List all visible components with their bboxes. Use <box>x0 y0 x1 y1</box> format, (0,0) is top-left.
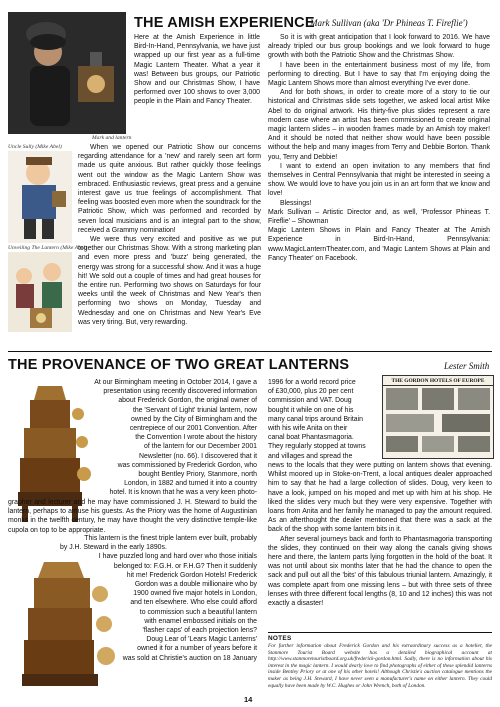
amish-paragraph: So it is with great anticipation that I look forward to 2016. We have already tripled our bus group bookings and we look forward to huge growth with both the Patriotic Show and the Christmas Show. <box>268 34 490 60</box>
text-line: was sold at Christie's auction on 18 January <box>122 654 257 662</box>
notes-heading: NOTES <box>268 635 292 642</box>
provenance-section-title: THE PROVENANCE OF TWO GREAT LANTERNS <box>8 357 350 373</box>
provenance-byline: Lester Smith <box>444 361 490 371</box>
text-line: centrepiece of our 2001 Convention. After <box>129 425 257 433</box>
text-line: bought Bentley Priory, Stanmore, north <box>138 471 257 479</box>
text-line: with his wife Anita on their <box>268 425 348 433</box>
provenance-col2-rest <box>268 461 492 608</box>
amish-paragraph: Magic Lantern Shows in Plain and Fancy Theater at The Amish Experience in Bird-In-Hand, Pennsylvania: www.MagicLanternTheater.com, and 'Magic Lantern Shows at Plain and Fancy Theater' on Facebook. <box>268 227 490 262</box>
text-line: canal boat Phantasmagoria. <box>268 434 354 442</box>
text-line: bought it while on one of his <box>268 406 354 414</box>
photo-mark-and-lantern <box>8 12 126 134</box>
section-divider <box>8 351 492 352</box>
text-line: about Frederick Gordon, the original owner of <box>118 397 257 405</box>
text-line: London, in 1882 and turned it into a country <box>124 480 257 488</box>
caption-uncle-sully: Uncle Sully (Mike Abel) <box>8 144 62 150</box>
text-line: hit me! Frederick Gordon Hotels! Frederick <box>126 571 257 579</box>
provenance-col1-b <box>60 534 257 663</box>
gordon-hotels-advert <box>382 375 494 459</box>
illustration-unveiling-lantern <box>8 252 72 332</box>
amish-paragraph: And for both shows, in order to create more of a story to tie our historical and Christmas slide sets together, we asked local artist Mike Abel to do original artwork. His thirty-five plus slides represent a rare modern case where an artist has been commissioned to create original magic lantern slides – in wooden frames made by an Amish toy maker! And it should be noted that neither show would have been possible without the help and many images from Terry and Debbie Borton. Thank you, Terry and Debbie! <box>268 89 490 161</box>
amish-paragraph: We were thus very excited and positive as we put together our Christmas Show. With a strong marketing plan and even more press and 'buzz' being generated, the energy was strong for a successful show. And it was a huge hit! We sold out a couple of times and had great houses for the entire run. Performing two shows on Saturdays for four weeks until the week of Christmas and New Year's then performing two shows on Monday, Tuesday and Wednesday and one on Christmas and New Year's Eve was very tiring. But, very rewarding. <box>78 236 261 326</box>
advert-hotel-images <box>383 386 493 456</box>
caption-mark-and-lantern: Mark and lantern <box>92 135 132 141</box>
text-line: the Convention I wrote about the history <box>135 434 257 442</box>
advert-heading: THE GORDON HOTELS OF EUROPE <box>383 376 493 386</box>
text-line: and ten elsewhere. Who else could afford <box>130 599 257 607</box>
page-number: 14 <box>244 695 253 704</box>
amish-col1-rest <box>78 143 261 343</box>
provenance-paragraph: After several journeys back and forth to Phantasmagoria transporting the slides, they continued on their way along the canals giving shows here and there, the lantern parts lying forgotten in the hold of the boat. It was not until about six months later that he had the chance to open the sack and pull out all the 'bits' of this fabulous triunial lantern. Amazingly, it was complete apart from one missing lens – but with three sets of three lenses with three different focal lengths (8, 10 and 12 inches) this was not exactly a disaster! <box>268 535 492 608</box>
amish-paragraph: When we opened our Patriotic Show our concerns regarding attendance for a 'new' and rarely seen art form made us quite anxious. But rather quickly those feelings went out the window as the Magic Lantern Show was embraced. Enthusiastic reviews, great press and a genuine interest gave us true feelings of accomplishment. That feeling was boosted even more when the soundtrack for the Patriotic Show, which was performed and recorded by seven local musicians and is an integral part to the show, received a Grammy nomination! <box>78 144 261 234</box>
provenance-paragraph: grapher and lecturer and he may have commissioned J. H. Steward to build the lantern, perhaps to amuse his guests. As the Priory was the home of Augustinian monks in the twelfth century, he may have thought the very distinctive temple-like cupola on top to be appropriate. <box>8 499 257 534</box>
amish-section-title: THE AMISH EXPERIENCE <box>134 15 315 31</box>
text-line: the 'Servant of Light' triunial lantern, now <box>132 406 257 414</box>
provenance-paragraph: news to the locals that they were putting on lantern shows that evening. Whilst moored up in Stoke-on-Trent, a local antiques dealer approached him to say that he had a large collection of slides. Doug, very keen to have a look, jumped on his moped and met up with him at his shop. He liked the slides very much but they were very expensive. Together with loans from Anita and her family he managed to pay the amount required. As an afterthought the dealer mentioned that there was a sack at the back of the shop with some lantern bits in it. <box>268 462 492 534</box>
text-line: Gordon was a double millionaire who by <box>134 581 257 589</box>
text-line: commission and VAT. Doug <box>268 397 352 405</box>
text-line: owned it for a number of years before it <box>137 645 257 653</box>
text-line: presentation using recently discovered information <box>103 388 257 396</box>
text-line: belonged to: F.G.H. or F.H.G? Then it suddenly <box>113 562 257 570</box>
text-line: of the lantern for our December 2001 <box>144 443 257 451</box>
text-line: to commission such a beautiful lantern <box>139 608 257 616</box>
text-line: 1996 for a world record price <box>268 379 356 386</box>
text-line: with enamel embossed initials on the <box>144 617 257 625</box>
amish-byline: Mark Sullivan (aka 'Dr Phineas T. Fireflie') <box>310 18 468 28</box>
amish-paragraph: I want to extend an open invitation to any members that find themselves in Central Pennsylvania that might be interested in seeing a show. We would love to have you join us in an art form that we know and love! <box>268 162 490 198</box>
text-line: They regularly stopped at towns <box>268 443 366 451</box>
text-line: This lantern is the finest triple lantern ever built, probably <box>84 535 257 542</box>
illustration-uncle-sully <box>8 151 72 243</box>
text-line: 1900 owned five major hotels in London, <box>133 590 257 598</box>
text-line: I have puzzled long and hard over who those initials <box>98 553 257 561</box>
amish-paragraph: Mark Sullivan – Artistic Director and, as well, 'Professor Phineas T. Fireflie' – Showman <box>268 208 490 226</box>
provenance-col2-a <box>268 378 378 461</box>
text-line: was commissioned by Frederick Gordon, who <box>117 461 257 469</box>
notes-text: For further information about Frederick Gordon and his extraordinary success as a hotelier, the Stanmore Tourist Board website has a detailed biographical account at http://www.stanmoretouristboard.org.uk/frederick-gordon.html. Sadly, there is no information about his interest in the magic lantern. I would dearly love to find photographs of either of these splendid lanterns inside Bentley Priory or at one of his other hotels! Although Christie's auction catalogue mentions the maker as being J.H. Steward, I have never seen a manufacturer's name on either lantern. They could equally have been made by W.C. Hughes or John Wrench, both of London. <box>268 643 492 689</box>
text-line: owned by the City of Birmingham and the <box>130 415 257 423</box>
amish-col2 <box>268 33 490 345</box>
text-line: and villages and spread the <box>268 452 353 460</box>
text-line: 'flasher caps' of each projection lens? <box>142 627 257 635</box>
text-line: hotel. It is known that he was a very keen photo- <box>109 489 257 497</box>
provenance-col1-full <box>8 498 257 535</box>
mark-and-lantern-image <box>8 12 126 134</box>
text-line: Doug Lear of 'Lears Magic Lanterns' <box>146 636 257 644</box>
text-line: At our Birmingham meeting in October 2014, I gave a <box>94 379 257 386</box>
provenance-col1-a <box>62 378 257 498</box>
text-line: of £30,000, plus 20 per cent <box>268 388 354 396</box>
text-line: many canal trips around Britain <box>268 415 363 423</box>
notes-divider <box>268 632 492 633</box>
amish-col1-top <box>134 33 260 143</box>
amish-paragraph: I have been in the entertainment business most of my life, from performing to directing. But I have to say that I'm enjoying doing the Magic Lantern Shows more than almost everything I've ever done. <box>268 61 490 88</box>
amish-paragraph: Blessings! <box>280 199 312 207</box>
text-line: Newsletter (no. 66). I discovered that it <box>139 452 257 460</box>
amish-paragraph: Here at the Amish Experience in little Bird-In-Hand, Pennsylvania, we have just wrapped up our first year as a full-time Magic Lantern Theater. What a year it was! Between bus groups, our Patriotic Show and our Christmas Show, I have performed over 100 shows to over 3,000 people in the Plain and Fancy Theater. <box>134 34 261 106</box>
text-line: by J.H. Steward in the early 1890s. <box>60 544 167 552</box>
caption-unveiling-lantern: Unveiling The Lantern (Mike Abel) <box>8 245 87 251</box>
